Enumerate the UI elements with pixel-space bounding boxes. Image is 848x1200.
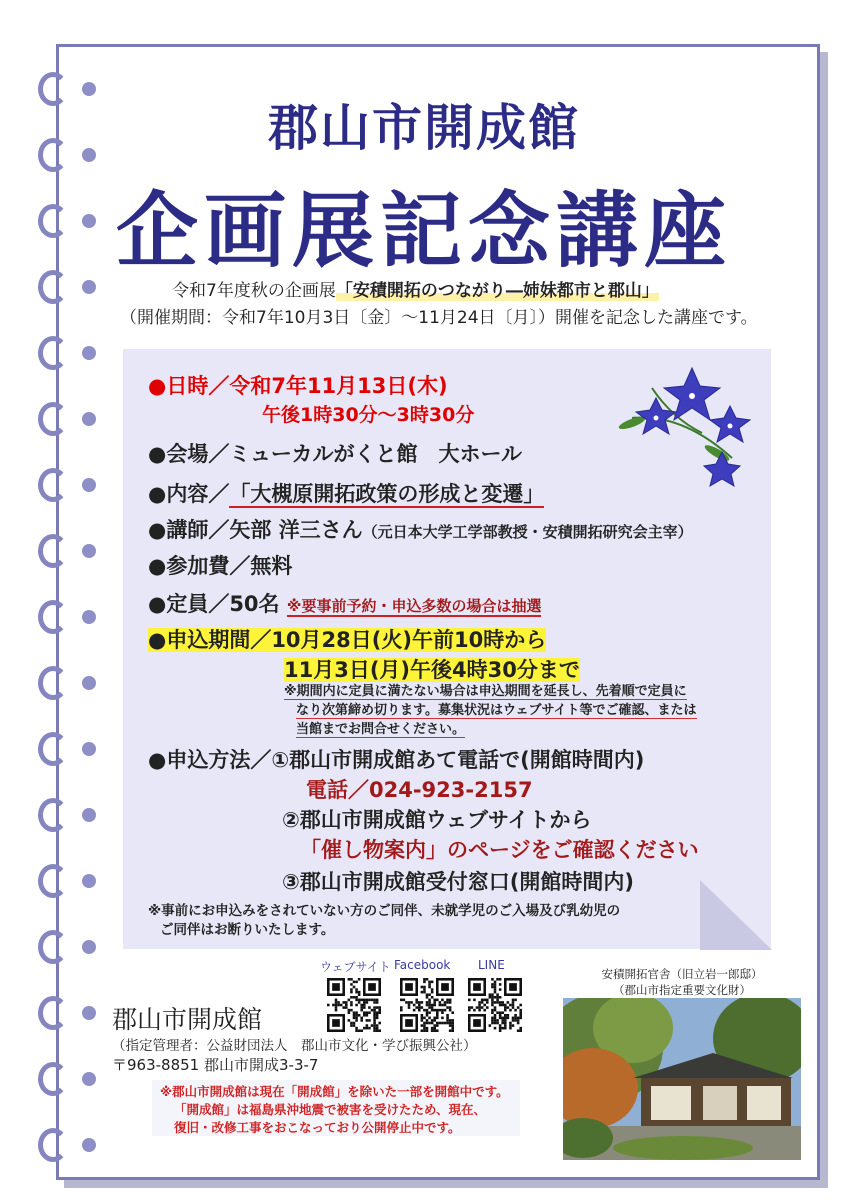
- qr-label-website: ウェブサイト: [320, 960, 391, 974]
- binder-hole: [82, 1072, 96, 1086]
- event-title: 企画展記念講座: [115, 184, 732, 279]
- binder-ring: [38, 996, 68, 1030]
- event-date: 令和7年11月13日(木): [229, 374, 448, 398]
- intro-line1: 令和7年度秋の企画展「安積開拓のつながり―姉妹都市と郡山」: [172, 281, 659, 301]
- binder-hole: [82, 940, 96, 954]
- website-qr-icon[interactable]: [327, 978, 381, 1032]
- method-website: ②郡山市開成館ウェブサイトから: [282, 808, 592, 832]
- binder-ring: [38, 930, 68, 964]
- binder-ring: [38, 534, 68, 568]
- line-qr-icon[interactable]: [468, 978, 522, 1032]
- content-row: ●内容／「大槻原開拓政策の形成と変遷」: [148, 482, 545, 506]
- binder-hole: [82, 676, 96, 690]
- method-row: ●申込方法／①郡山市開成館あて電話で(開館時間内): [148, 748, 645, 772]
- binder-hole: [82, 1006, 96, 1020]
- application-period-end: 11月3日(月)午後4時30分まで: [284, 658, 580, 682]
- qr-label-facebook: Facebook: [394, 958, 451, 972]
- binder-ring: [38, 732, 68, 766]
- binder-ring: [38, 600, 68, 634]
- bellflower-illustration: [612, 358, 762, 488]
- manager-text: （指定管理者：公益財団法人 郡山市文化・学び振興公社）: [112, 1038, 477, 1054]
- method-counter: ③郡山市開成館受付窓口(開館時間内): [282, 870, 634, 894]
- photo-caption: 安積開拓官舎（旧立岩一郎邸） （郡山市指定重要文化財）: [601, 967, 763, 997]
- capacity-row: ●定員／50名 ※要事前予約・申込多数の場合は抽選: [148, 592, 542, 616]
- event-guide-link: 「催し物案内」のページをご確認ください: [300, 838, 699, 862]
- closure-notice: ※郡山市開成館は現在「開成館」を除いた一部を開館中です。 「開成館」は福島県沖地震で被害を受けたため、現在、 復旧・改修工事をおこなっており公開停止中です。: [152, 1080, 520, 1136]
- intro-text: [120, 278, 820, 332]
- venue-row: ●会場／ミューカルがくと館 大ホール: [148, 442, 523, 466]
- binder-ring: [38, 402, 68, 436]
- binder-ring: [38, 1062, 68, 1096]
- page-fold: [700, 880, 772, 950]
- historic-house-photo: [563, 998, 801, 1160]
- footer-logo: 郡山市開成館: [112, 1005, 263, 1034]
- fee-row: ●参加費／無料: [148, 554, 293, 578]
- intro-line2: （開催期間：令和7年10月3日〔金〕～11月24日〔月〕）開催を記念した講座です。: [120, 308, 758, 328]
- period-note: ※期間内に定員に満たない場合は申込期間を延長し、先着順で定員に なり次第締め切ります。募集状況はウェブサイト等でご確認、または 当館までお問合せください。: [284, 684, 697, 737]
- binder-hole: [82, 610, 96, 624]
- binder-hole: [82, 874, 96, 888]
- lecture-title: 「大槻原開拓政策の形成と変遷」: [229, 482, 545, 506]
- exhibition-name: 「安積開拓のつながり―姉妹都市と郡山」: [335, 281, 659, 301]
- binder-ring: [38, 864, 68, 898]
- binder-hole: [82, 478, 96, 492]
- facebook-qr-icon[interactable]: [400, 978, 454, 1032]
- application-period-row: ●申込期間／10月28日(火)午前10時から: [148, 628, 547, 652]
- binder-hole: [82, 412, 96, 426]
- phone-number: 電話／024-923-2157: [306, 778, 533, 802]
- binder-hole: [82, 742, 96, 756]
- binder-ring: [38, 336, 68, 370]
- address-text: 〒963-8851 郡山市開成3-3-7: [112, 1056, 319, 1074]
- binder-hole: [82, 544, 96, 558]
- date-row: ●日時／令和7年11月13日(木): [148, 374, 448, 398]
- admission-footnote: ※事前にお申込みをされていない方のご同伴、未就学児のご入場及び乳幼児の ご同伴はお断りいたします。: [148, 903, 621, 938]
- binder-ring: [38, 1128, 68, 1162]
- binder-hole: [82, 808, 96, 822]
- binder-hole: [82, 1138, 96, 1152]
- binder-hole: [82, 346, 96, 360]
- event-time: 午後1時30分～3時30分: [262, 404, 475, 426]
- lecturer-row: ●講師／矢部 洋三さん（元日本大学工学部教授・安積開拓研究会主宰）: [148, 518, 693, 542]
- binder-ring: [38, 468, 68, 502]
- binder-ring: [38, 798, 68, 832]
- binder-ring: [38, 666, 68, 700]
- venue-title: 郡山市開成館: [268, 99, 580, 157]
- qr-label-line: LINE: [478, 958, 505, 972]
